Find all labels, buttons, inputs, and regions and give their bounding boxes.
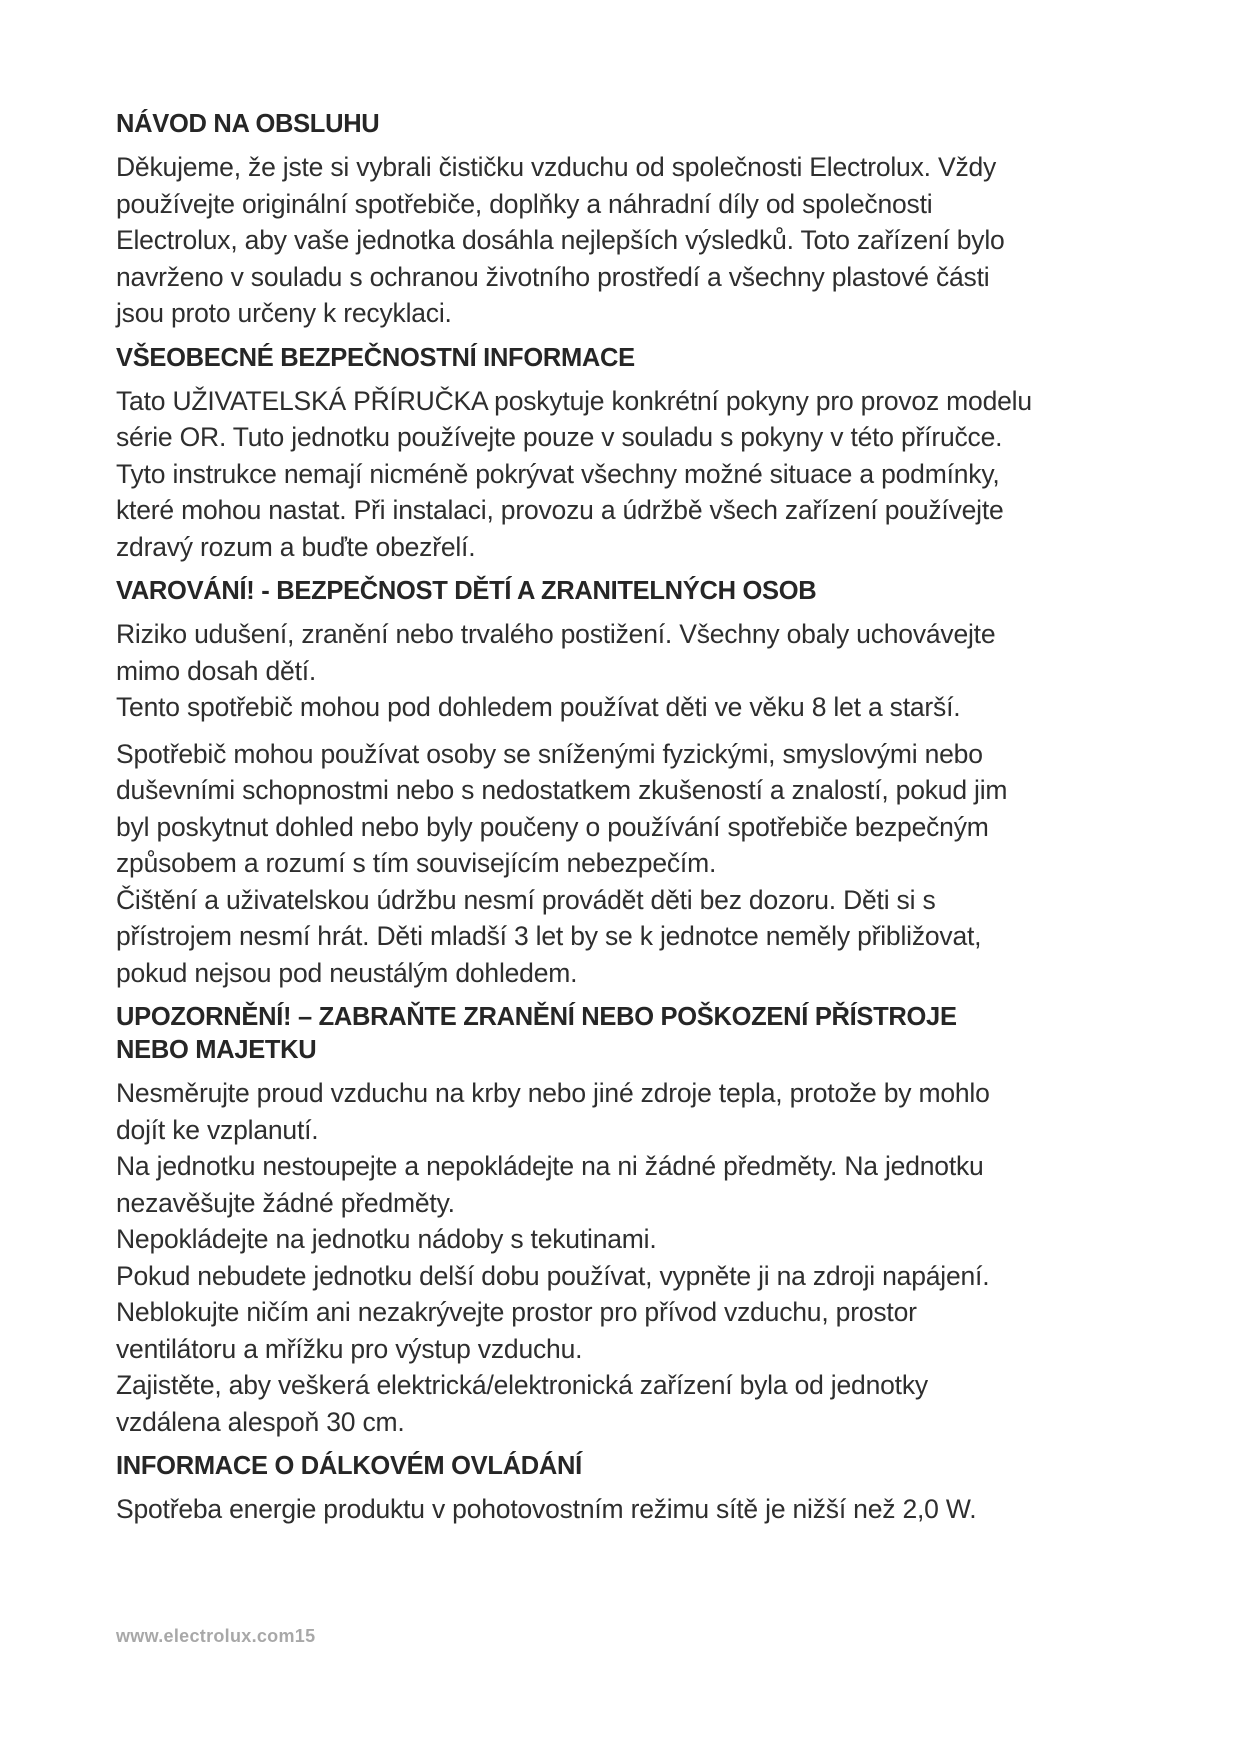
- section-paragraph: Tato UŽIVATELSKÁ PŘÍRUČKA poskytuje konkrétní pokyny pro provoz modelu série OR. Tuto jednotku používejte pouze v souladu s pokyny v této příručce. Tyto instrukce nemají nicméně pokrývat všechny možné situace a podmínky, které mohou nastat. Při instalaci, provozu a údržbě všech zařízení používejte zdravý rozum a buďte obezřelí.: [116, 385, 1032, 562]
- section-heading: VŠEOBECNÉ BEZPEČNOSTNÍ INFORMACE: [116, 343, 635, 372]
- section-heading: UPOZORNĚNÍ! – ZABRAŇTE ZRANĚNÍ NEBO POŠKOZENÍ PŘÍSTROJE NEBO MAJETKU: [116, 1003, 957, 1064]
- section-paragraph: Riziko udušení, zranění nebo trvalého postižení. Všechny obaly uchovávejte mimo dosah dětí. Tento spotřebič mohou pod dohledem používat děti ve věku 8 let a starší.: [116, 619, 996, 722]
- section-remote-control-info: [116, 1450, 1156, 1528]
- section-operating-instructions: [116, 108, 1156, 332]
- section-paragraph: Děkujeme, že jste si vybrali čističku vzduchu od společnosti Electrolux. Vždy používejte originální spotřebiče, doplňky a náhradní díly od společnosti Electrolux, aby vaše jednotka dosáhla nejlepších výsledků. Toto zařízení bylo navrženo v souladu s ochranou životního prostředí a všechny plastové části jsou proto určeny k recyklaci.: [116, 152, 1005, 328]
- section-paragraph: Spotřeba energie produktu v pohotovostním režimu sítě je nižší než 2,0 W.: [116, 1494, 977, 1524]
- section-heading: INFORMACE O DÁLKOVÉM OVLÁDÁNÍ: [116, 1452, 582, 1480]
- section-damage-caution: [116, 1001, 1156, 1440]
- section-child-safety-warning: [116, 575, 1156, 991]
- section-heading: NÁVOD NA OBSLUHU: [116, 110, 380, 138]
- manual-page: [116, 108, 1156, 1528]
- section-general-safety: [116, 342, 1156, 566]
- section-paragraph: Spotřebič mohou používat osoby se sníženými fyzickými, smyslovými nebo duševními schopnostmi nebo s nedostatkem zkušeností a znalostí, pokud jim byl poskytnut dohled nebo byly poučeny o používání spotřebiče bezpečným způsobem a rozumí s tím souvisejícím nebezpečím. Čištění a uživatelskou údržbu nesmí provádět děti bez dozoru. Děti si s přístrojem nesmí hrát. Děti mladší 3 let by se k jednotce neměly přibližovat, pokud nejsou pod neustálým dohledem.: [116, 738, 1008, 988]
- section-paragraph: Nesměrujte proud vzduchu na krby nebo jiné zdroje tepla, protože by mohlo dojít ke vzplanutí. Na jednotku nestoupejte a nepokládejte na ni žádné předměty. Na jednotku nezavěšujte žádné předměty. Nepokládejte na jednotku nádoby s tekutinami. Pokud nebudete jednotku delší dobu používat, vypněte ji na zdroji napájení. Neblokujte ničím ani nezakrývejte prostor pro přívod vzduchu, prostor ventilátoru a mřížku pro výstup vzduchu. Zajistěte, aby veškerá elektrická/elektronická zařízení byla od jednotky vzdálena alespoň 30 cm.: [116, 1078, 990, 1437]
- section-heading: VAROVÁNÍ! - BEZPEČNOST DĚTÍ A ZRANITELNÝCH OSOB: [116, 577, 817, 605]
- footer-website-page-number: www.electrolux.com15: [116, 1626, 316, 1646]
